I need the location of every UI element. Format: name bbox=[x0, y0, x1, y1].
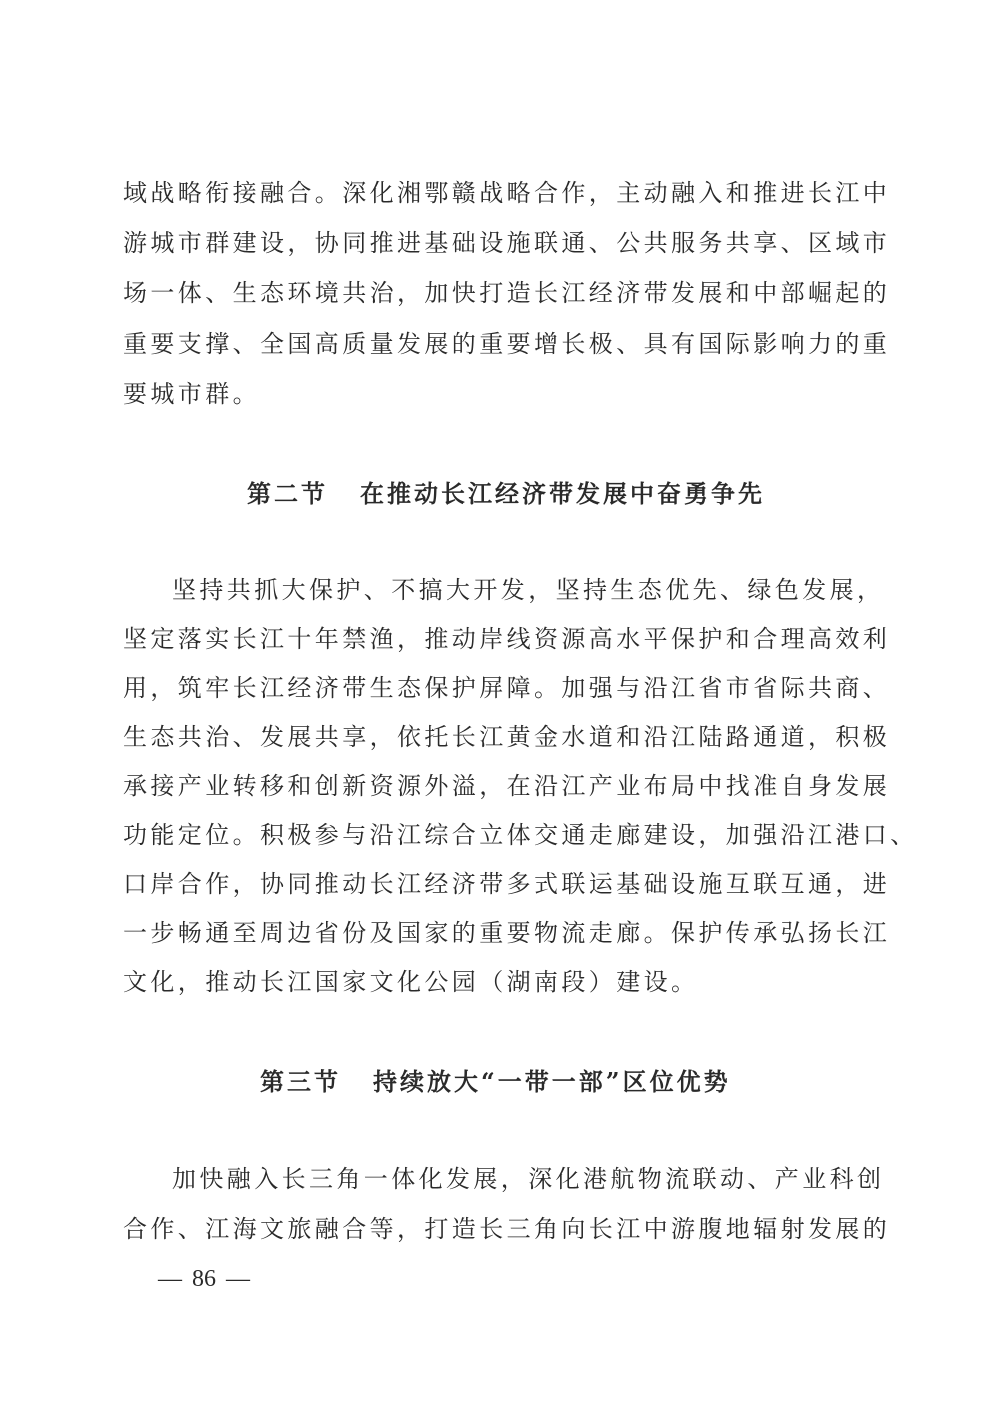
paragraph-line: 用，筑牢长江经济带生态保护屏障。加强与沿江省市省际共商、 bbox=[123, 674, 891, 702]
paragraph-line: 承接产业转移和创新资源外溢，在沿江产业布局中找准自身发展 bbox=[123, 772, 891, 800]
paragraph-line: 生态共治、发展共享，依托长江黄金水道和沿江陆路通道，积极 bbox=[123, 723, 891, 751]
paragraph-line: 要城市群。 bbox=[123, 380, 260, 408]
paragraph-line: 文化，推动长江国家文化公园（湖南段）建设。 bbox=[123, 968, 699, 996]
paragraph-line: 合作、江海文旅融合等，打造长三角向长江中游腹地辐射发展的 bbox=[123, 1215, 891, 1243]
paragraph-line: 加快融入长三角一体化发展，深化港航物流联动、产业科创 bbox=[172, 1165, 885, 1193]
section-number: 第二节 bbox=[247, 479, 328, 508]
section-heading bbox=[247, 479, 765, 509]
section-title: 持续放大“一带一部”区位优势 bbox=[373, 1067, 731, 1096]
paragraph-line: 口岸合作，协同推动长江经济带多式联运基础设施互联互通，进 bbox=[123, 870, 891, 898]
section-heading bbox=[260, 1067, 731, 1097]
paragraph-line: 一步畅通至周边省份及国家的重要物流走廊。保护传承弘扬长江 bbox=[123, 919, 891, 947]
paragraph-line: 坚定落实长江十年禁渔，推动岸线资源高水平保护和合理高效利 bbox=[123, 625, 891, 653]
paragraph-line: 重要支撑、全国高质量发展的重要增长极、具有国际影响力的重 bbox=[123, 330, 891, 358]
page-number-dash-right: — bbox=[226, 1266, 250, 1292]
section-title: 在推动长江经济带发展中奋勇争先 bbox=[360, 479, 765, 508]
paragraph-line: 游城市群建设，协同推进基础设施联通、公共服务共享、区域市 bbox=[123, 229, 891, 257]
page-number bbox=[148, 1264, 260, 1294]
section-number: 第三节 bbox=[260, 1067, 341, 1096]
paragraph-line: 域战略衔接融合。深化湘鄂赣战略合作，主动融入和推进长江中 bbox=[123, 179, 891, 207]
page-number-dash-left: — bbox=[158, 1266, 182, 1292]
page-number-value: 86 bbox=[192, 1266, 216, 1292]
paragraph-line: 场一体、生态环境共治，加快打造长江经济带发展和中部崛起的 bbox=[123, 279, 891, 307]
paragraph-line: 功能定位。积极参与沿江综合立体交通走廊建设，加强沿江港口、 bbox=[123, 821, 918, 849]
paragraph-line: 坚持共抓大保护、不搞大开发，坚持生态优先、绿色发展， bbox=[172, 576, 885, 604]
